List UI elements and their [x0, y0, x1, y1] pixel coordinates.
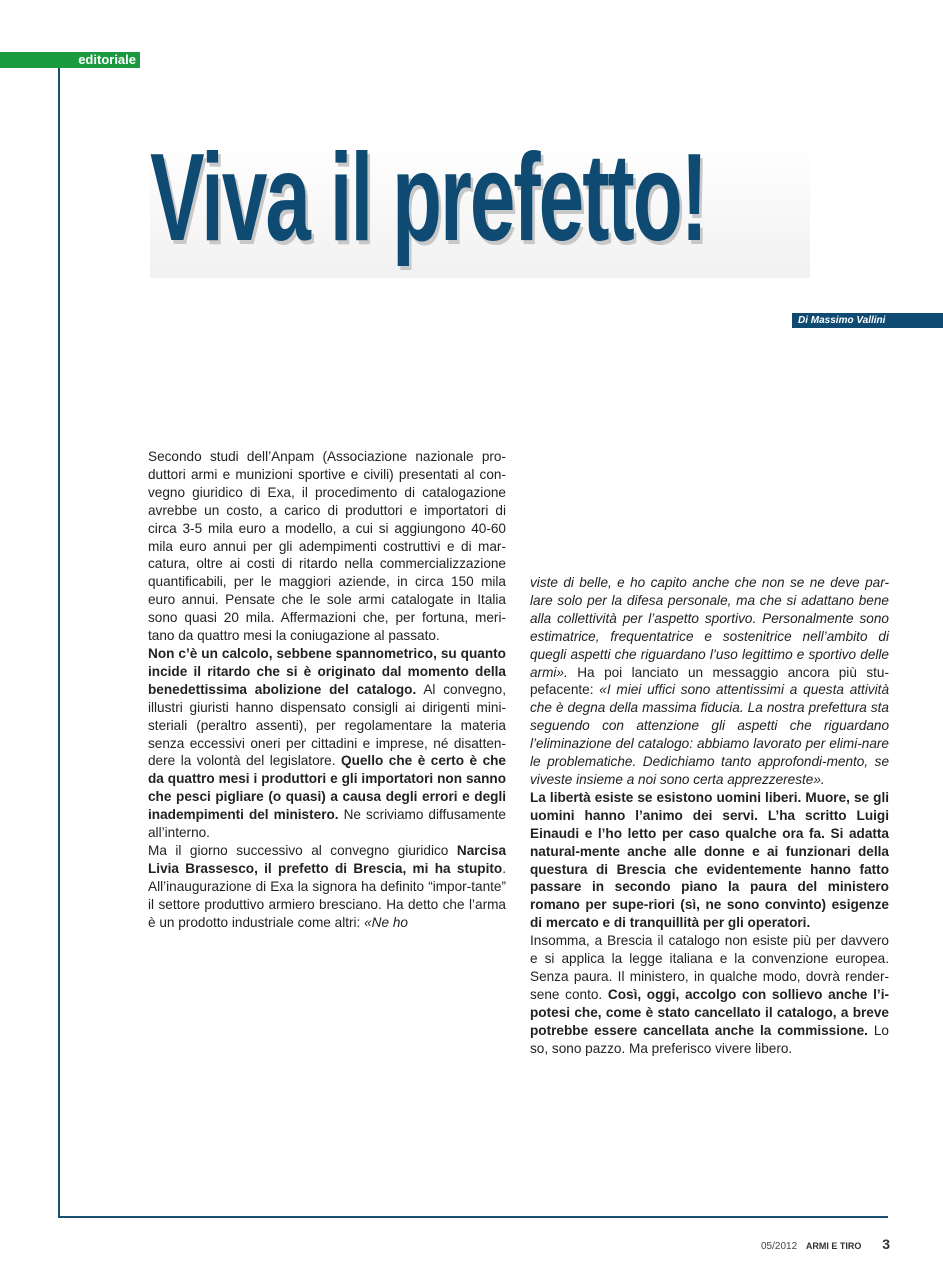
paragraph: [148, 645, 506, 842]
paragraph: [530, 574, 889, 789]
bold-text: Non c’è un calcolo, sebbene spannometrico, su quanto incide il ritardo che si è originato dal momento della benedettissima abolizione del catalogo.: [148, 645, 506, 697]
bold-text: La libertà esiste se esistono uomini liberi. Muore, se gli uomini hanno l’animo dei servi. L’ha scritto Luigi Einaudi e l’ho letto per caso qualche ora fa. Si adatta natural-mente anche alle donne e ai funzionari della questura di Brescia che evidentemente hanno fatto passare in secondo piano la paura del ministero romano per supe-riori (sì, ne sono convinto) esigenze di mercato e di tranquillità per gli operatori.: [530, 789, 889, 931]
paragraph-text: . All’inaugurazione di Exa la signora ha definito “impor-tante” il settore produttivo armiero bresciano. Ha detto che l’arma è un prodotto industriale come altri:: [148, 860, 506, 930]
byline: Di Massimo Vallini: [792, 313, 943, 328]
italic-quote: «I miei uffici sono attentissimi a questa attività che è degna della massima fiducia. La nostra prefettura sta seguendo con attenzione gli aspetti che riguardano l’eliminazione del catalogo: abbiamo lavorato per elimi-nare le problematiche. Dedichiamo tanto approfondi-mento, se viveste insieme a noi sono certa apprezzereste».: [530, 682, 890, 787]
italic-quote: «Ne ho: [364, 914, 408, 930]
page-number: 3: [882, 1236, 890, 1252]
paragraph: [530, 789, 889, 932]
frame-bottom-rule: [58, 1216, 888, 1218]
article-column-right: [530, 574, 889, 1057]
bold-text: Quello che è certo è che da quattro mesi i produttori e gli importatori non sanno che pesci pigliare (o quasi) a causa degli errori e degli inadempimenti del ministero.: [148, 753, 506, 823]
article-column-left: [148, 448, 506, 931]
paragraph-text: Ne scriviamo diffusamente all’interno.: [148, 807, 506, 841]
paragraph-text: Lo so, sono pazzo. Ma preferisco vivere libero.: [530, 1022, 889, 1056]
frame-left-rule: [58, 68, 60, 1218]
italic-quote: viste di belle, e ho capito anche che non se ne deve par-lare solo per la difesa personale, ma che si adattano bene alla collettività per l’aspetto sportivo. Personalmente sono estimatrice, frequentatrice e sostenitrice nell’ambito di quegli aspetti che riguardano l’uso legittimo e sportivo delle armi».: [530, 575, 889, 680]
page-footer: [700, 1236, 890, 1252]
bold-text: Narcisa Livia Brassesco, il prefetto di Brescia, mi ha stupito: [148, 842, 506, 876]
paragraph-text: Secondo studi dell’Anpam (Associazione nazionale pro-duttori armi e munizioni sportive e civili) presentati al con-vegno giuridico di Exa, il procedimento di catalogazione avrebbe un costo, a carico di produttori e importatori di circa 3-5 mila euro a modello, a cui si aggiungono 40-60 mila euro annui per gli adempimenti costruttivi e di mar-catura, oltre ai costi di ritardo nella commercializzazione quantificabili, per le maggiori aziende, in circa 150 mila euro annui. Pensate che le sole armi catalogate in Italia sono quasi 20 mila. Affermazioni che, per fortuna, meri-tano da quattro mesi la coniugazione al passato.: [148, 449, 506, 644]
paragraph-text: Ha poi lanciato un messaggio ancora più stu-pefacente:: [530, 664, 889, 698]
paragraph-text: Insomma, a Brescia il catalogo non esiste più per davvero e si applica la legge italiana e la convenzione europea. Senza paura. Il ministero, in qualche modo, dovrà render-sene conto.: [530, 933, 889, 1002]
article-title: Viva il prefetto!: [150, 129, 707, 267]
issue-date: 05/2012: [760, 1241, 798, 1252]
section-tag: editoriale: [0, 52, 140, 68]
paragraph: [148, 842, 506, 932]
paragraph-text: Ma il giorno successivo al convegno giuridico: [148, 842, 457, 858]
paragraph: [530, 932, 889, 1057]
paragraph-text: Al convegno, illustri giuristi hanno dispensato consigli ai dirigenti mini-steriali (peraltro assenti), per regolamentare la materia senza eccessivi oneri per cittadini e imprese, né disatten-dere la volontà del legislatore.: [148, 681, 506, 769]
magazine-name: ARMI E TIRO: [805, 1241, 862, 1251]
bold-text: Così, oggi, accolgo con sollievo anche l’i-potesi che, come è stato cancellato il catalogo, a breve potrebbe essere cancellata anche la commissione.: [530, 986, 889, 1038]
paragraph: [148, 448, 506, 645]
